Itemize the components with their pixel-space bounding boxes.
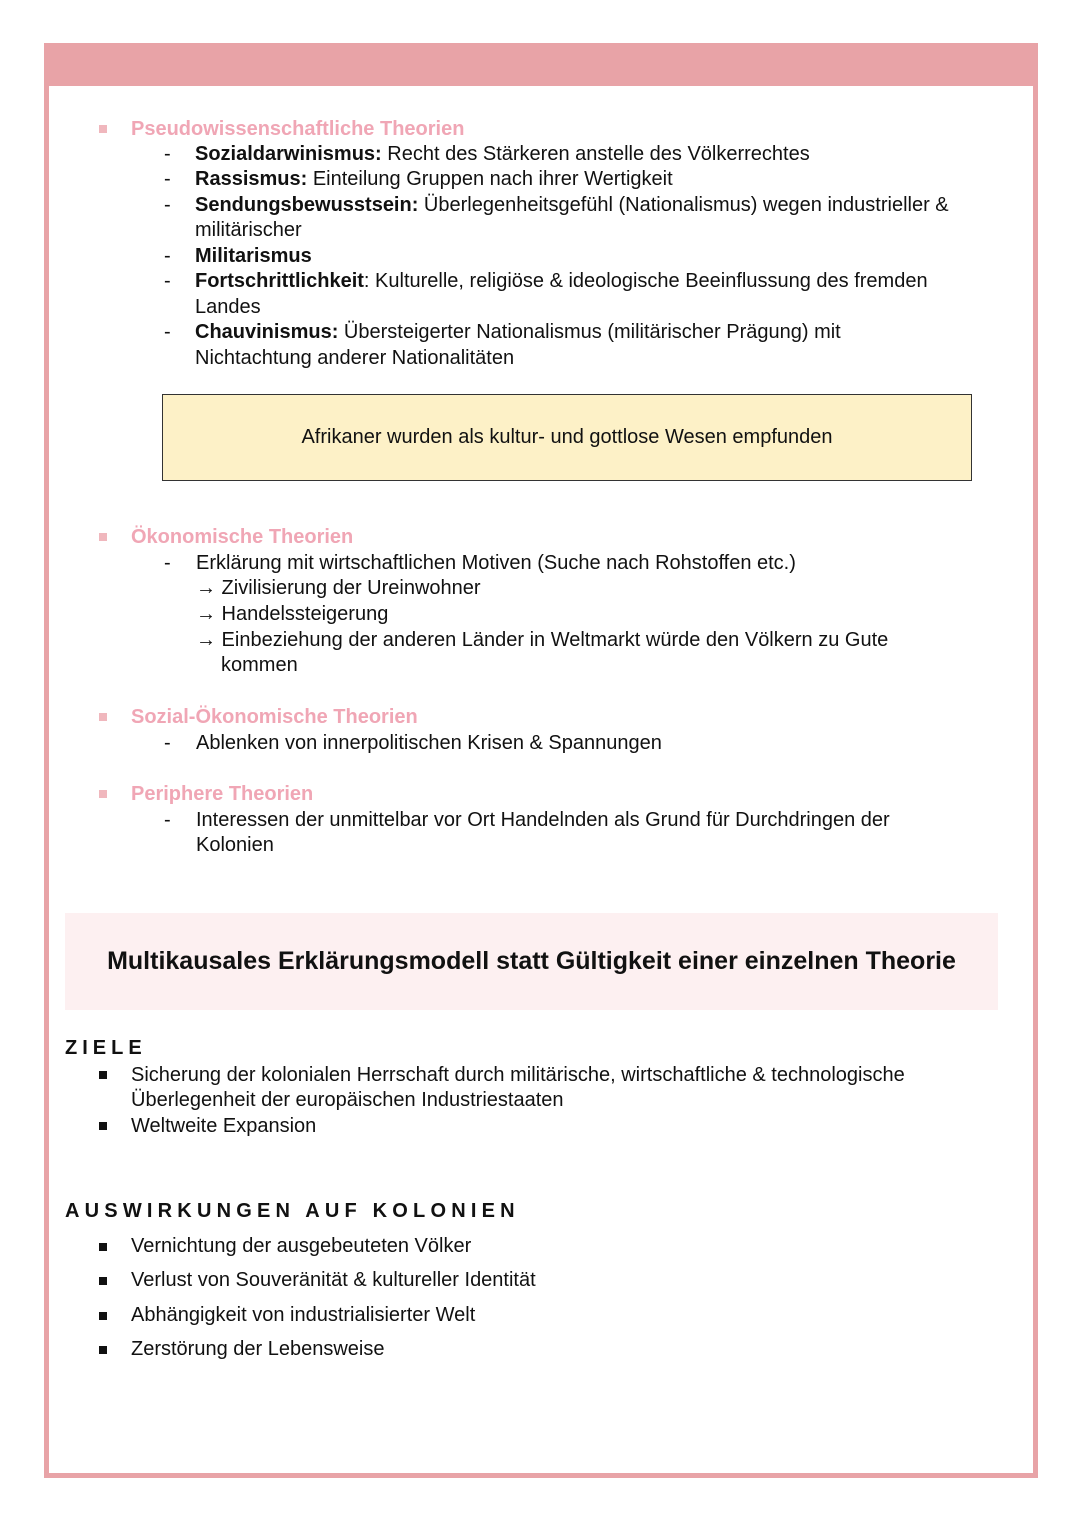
list-item: Zerstörung der Lebensweise [131,1338,385,1360]
bullet-icon [99,1277,107,1285]
bullet-icon [99,713,107,721]
dash-marker: - [164,809,171,831]
bullet-icon [99,790,107,798]
section-title-auswirkungen: AUSWIRKUNGEN AUF KOLONIEN [65,1200,520,1222]
list-item: Verlust von Souveränität & kultureller Identität [131,1269,536,1291]
section-title-ziele: ZIELE [65,1037,147,1059]
list-item: Vernichtung der ausgebeuteten Völker [131,1235,472,1257]
list-item: Sozialdarwinismus: Recht des Stärkeren anstelle des Völkerrechtes [195,143,810,165]
list-item: Rassismus: Einteilung Gruppen nach ihrer Wertigkeit [195,168,673,190]
list-item: Erklärung mit wirtschaftlichen Motiven (Suche nach Rohstoffen etc.) [196,552,796,574]
theory-heading-pseudo: Pseudowissenschaftliche Theorien [131,118,465,140]
callout-text: Afrikaner wurden als kultur- und gottlose Wesen empfunden [301,426,833,448]
dash-marker: - [164,245,171,267]
list-item: Sicherung der kolonialen Herrschaft durch militärische, wirtschaftliche & technologische [131,1064,905,1086]
theory-heading-periphere: Periphere Theorien [131,783,314,805]
list-item: Abhängigkeit von industrialisierter Welt [131,1304,476,1326]
theory-heading-sozial: Sozial-Ökonomische Theorien [131,706,418,728]
arrow-item: → Zivilisierung der Ureinwohner [196,577,481,599]
list-item-continuation: Nichtachtung anderer Nationalitäten [195,347,515,369]
dash-marker: - [164,143,171,165]
bullet-icon [99,125,107,133]
dash-marker: - [164,168,171,190]
bullet-icon [99,1243,107,1251]
list-item: Sendungsbewusstsein: Überlegenheitsgefühl (Nationalismus) wegen industrieller & [195,194,949,216]
banner-text: Multikausales Erklärungsmodell statt Gültigkeit einer einzelnen Theorie [107,947,956,975]
dash-marker: - [164,194,171,216]
page-frame [44,43,1038,1478]
bullet-icon [99,1346,107,1354]
list-item: Interessen der unmittelbar vor Ort Handelnden als Grund für Durchdringen der [196,809,890,831]
list-item: Ablenken von innerpolitischen Krisen & Spannungen [196,732,662,754]
dash-marker: - [164,732,171,754]
bullet-icon [99,1071,107,1079]
arrow-item: → Einbeziehung der anderen Länder in Weltmarkt würde den Völkern zu Gute [196,629,889,651]
bullet-icon [99,1312,107,1320]
dash-marker: - [164,321,171,343]
list-item-continuation: Überlegenheit der europäischen Industriestaaten [131,1089,564,1111]
list-item: Militarismus [195,245,312,267]
arrow-item: → Handelssteigerung [196,603,389,625]
callout-box [162,394,972,481]
list-item: Weltweite Expansion [131,1115,317,1137]
arrow-item-continuation: kommen [221,654,298,676]
bullet-icon [99,533,107,541]
list-item: Fortschrittlichkeit: Kulturelle, religiöse & ideologische Beeinflussung des fremden [195,270,928,292]
list-item-continuation: Landes [195,296,261,318]
dash-marker: - [164,552,171,574]
bullet-icon [99,1122,107,1130]
list-item-continuation: militärischer [195,219,302,241]
list-item-continuation: Kolonien [196,834,274,856]
theory-heading-oekonomisch: Ökonomische Theorien [131,526,354,548]
dash-marker: - [164,270,171,292]
conclusion-banner [65,913,998,1010]
list-item: Chauvinismus: Übersteigerter Nationalismus (militärischer Prägung) mit [195,321,841,343]
